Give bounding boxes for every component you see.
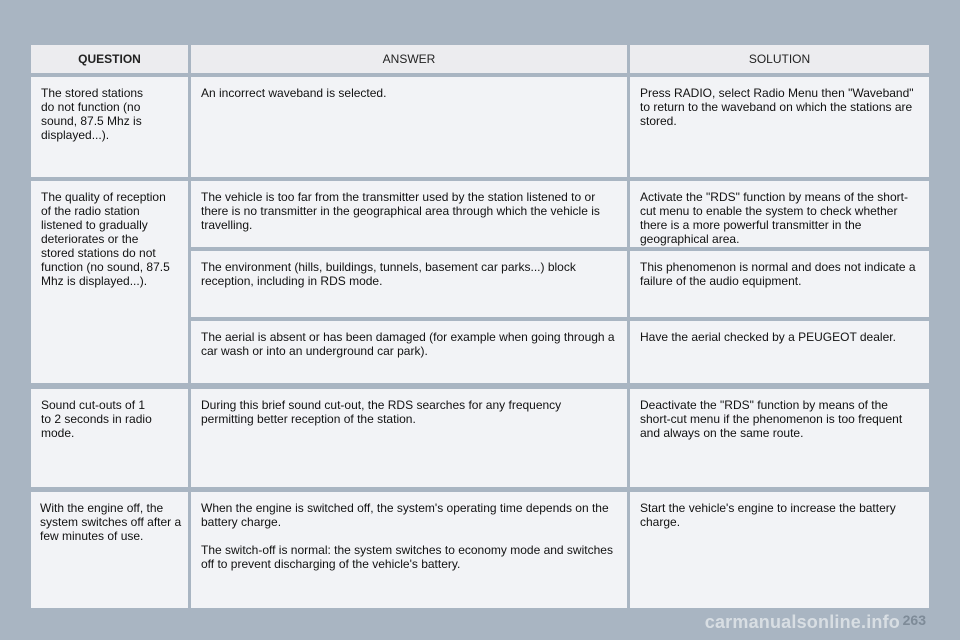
answer-text: The switch-off is normal: the system switches to economy mode and switches off to prevent discharging of the vehicle's battery.: [201, 543, 613, 571]
answer-cell: [191, 492, 627, 608]
solution-cell: Press RADIO, select Radio Menu then "Waveband" to return to the waveband on which the stations are stored.: [630, 77, 929, 177]
solution-cell: Activate the "RDS" function by means of the short-cut menu to enable the system to check whether there is a more powerful transmitter in the geographical area.: [630, 181, 929, 247]
solution-cell: Deactivate the "RDS" function by means of the short-cut menu if the phenomenon is too frequent and always on the same route.: [630, 389, 929, 487]
answer-text: An incorrect waveband is selected.: [201, 86, 387, 100]
solution-cell: This phenomenon is normal and does not indicate a failure of the audio equipment.: [630, 251, 929, 317]
answer-cell: [191, 389, 627, 487]
question-cell: The stored stations do not function (no sound, 87.5 Mhz is displayed...).: [31, 77, 188, 177]
answer-cell: [191, 251, 627, 317]
header-solution: SOLUTION: [630, 45, 929, 73]
page-number: 263: [902, 612, 926, 628]
watermark: carmanualsonline.info: [704, 612, 900, 632]
question-cell: With the engine off, the system switches off after a few minutes of use.: [31, 492, 188, 608]
header-answer: ANSWER: [191, 45, 627, 73]
answer-text: The vehicle is too far from the transmitter used by the station listened to or there is no transmitter in the geographical area through which the vehicle is travelling.: [201, 190, 600, 232]
answer-text: The aerial is absent or has been damaged (for example when going through a car wash or into an underground car park).: [201, 330, 615, 358]
question-cell: The quality of reception of the radio station listened to gradually deteriorates or the stored stations do not function (no sound, 87.5 Mhz is displayed...).: [31, 181, 188, 383]
solution-cell: Start the vehicle's engine to increase the battery charge.: [630, 492, 929, 608]
question-cell: Sound cut-outs of 1 to 2 seconds in radio mode.: [31, 389, 188, 487]
solution-cell: Have the aerial checked by a PEUGEOT dealer.: [630, 321, 929, 383]
answer-text: During this brief sound cut-out, the RDS searches for any frequency permitting better reception of the station.: [201, 398, 562, 426]
answer-text: The environment (hills, buildings, tunnels, basement car parks...) block reception, including in RDS mode.: [201, 260, 576, 288]
answer-cell: [191, 181, 627, 247]
answer-cell: [191, 77, 627, 177]
answer-cell: [191, 321, 627, 383]
header-question: QUESTION: [31, 45, 188, 73]
answer-text: When the engine is switched off, the system's operating time depends on the battery charge.: [201, 501, 609, 529]
